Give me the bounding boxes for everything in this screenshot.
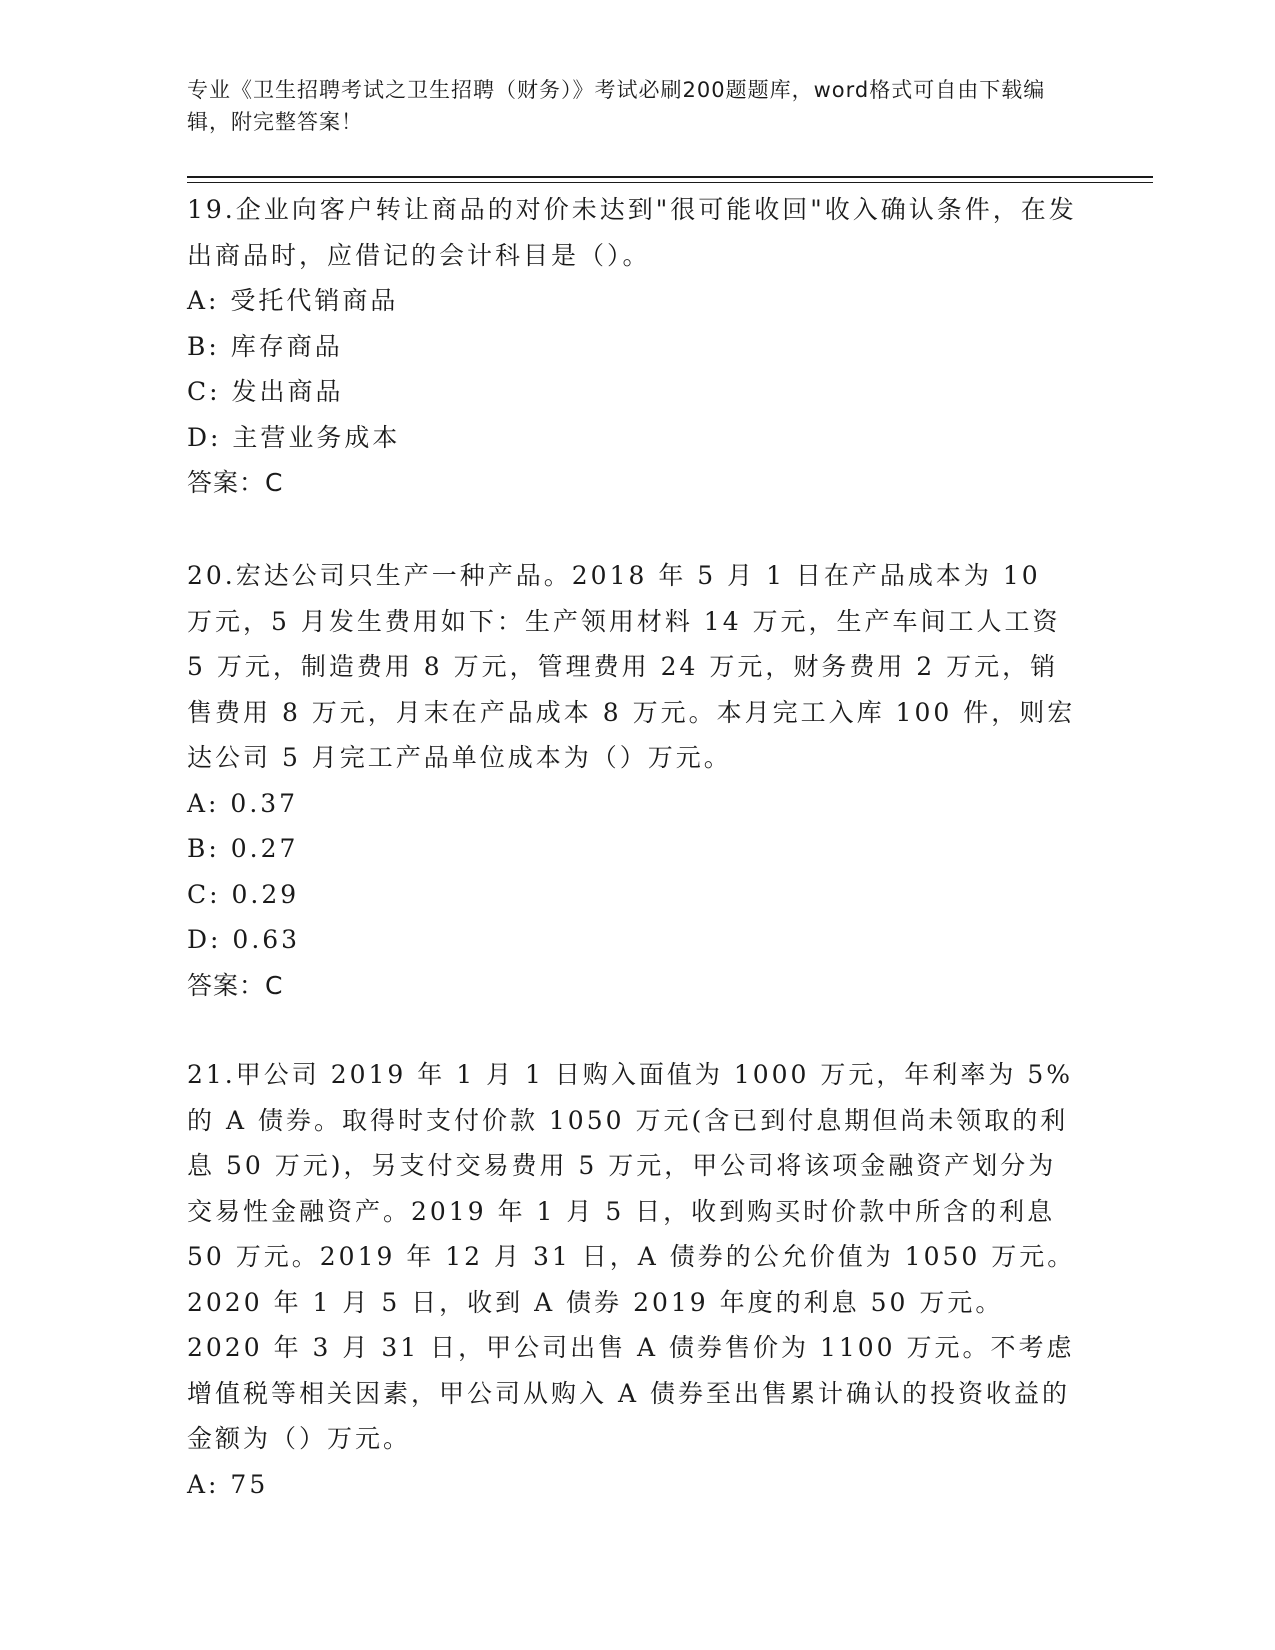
question-20 xyxy=(187,553,1077,1008)
option-a: A: 75 xyxy=(187,1469,269,1499)
answer: 答案：C xyxy=(187,970,284,1000)
question-21 xyxy=(187,1052,1077,1507)
document-header: 专业《卫生招聘考试之卫生招聘（财务）》考试必刷200题题库，word格式可自由下载编辑，附完整答案！ xyxy=(187,78,1046,134)
question-stem: 19.企业向客户转让商品的对价未达到"很可能收回"收入确认条件，在发出商品时，应借记的会计科目是（）。 xyxy=(187,195,1077,270)
answer: 答案：C xyxy=(187,468,284,497)
option-a: A: 受托代销商品 xyxy=(187,286,399,315)
header-rule-thick xyxy=(187,176,1153,178)
option-c: C: 0.29 xyxy=(187,879,300,909)
option-d: D: 0.63 xyxy=(187,925,301,954)
option-b: B: 库存商品 xyxy=(187,331,343,361)
header-rule-thin xyxy=(187,182,1153,183)
question-stem: 20.宏达公司只生产一种产品。2018 年 5 月 1 日在产品成本为 10 万元，5 月发生费用如下：生产领用材料 14 万元，生产车间工人工资 5 万元，制造费用 8 万元，管理费用 24 万元，财务费用 2 万元，销售费用 8 万元，月末在产品成本 8 万元。本月完工入库 100 件，则宏达公司 5 月完工产品单位成本为（）万元。 xyxy=(187,561,1076,772)
option-c: C: 发出商品 xyxy=(187,377,344,406)
option-b: B: 0.27 xyxy=(187,834,299,863)
option-d: D: 主营业务成本 xyxy=(187,422,401,452)
question-19 xyxy=(187,187,1077,506)
question-stem: 21.甲公司 2019 年 1 月 1 日购入面值为 1000 万元，年利率为 5%的 A 债券。取得时支付价款 1050 万元(含已到付息期但尚未领取的利息 50 万元)，另支付交易费用 5 万元，甲公司将该项金融资产划分为交易性金融资产。2019 年 1 月 5 日，收到购买时价款中所含的利息 50 万元。2019 年 12 月 31 日，A 债券的公允价值为 1050 万元。2020 年 1 月 5 日，收到 A 债券 2019 年度的利息 50 万元。2020 年 3 月 31 日，甲公司出售 A 债券售价为 1100 万元。不考虑增值税等相关因素，甲公司从购入 A 债券至出售累计确认的投资收益的金额为（）万元。 xyxy=(187,1060,1076,1453)
option-a: A: 0.37 xyxy=(187,788,299,818)
